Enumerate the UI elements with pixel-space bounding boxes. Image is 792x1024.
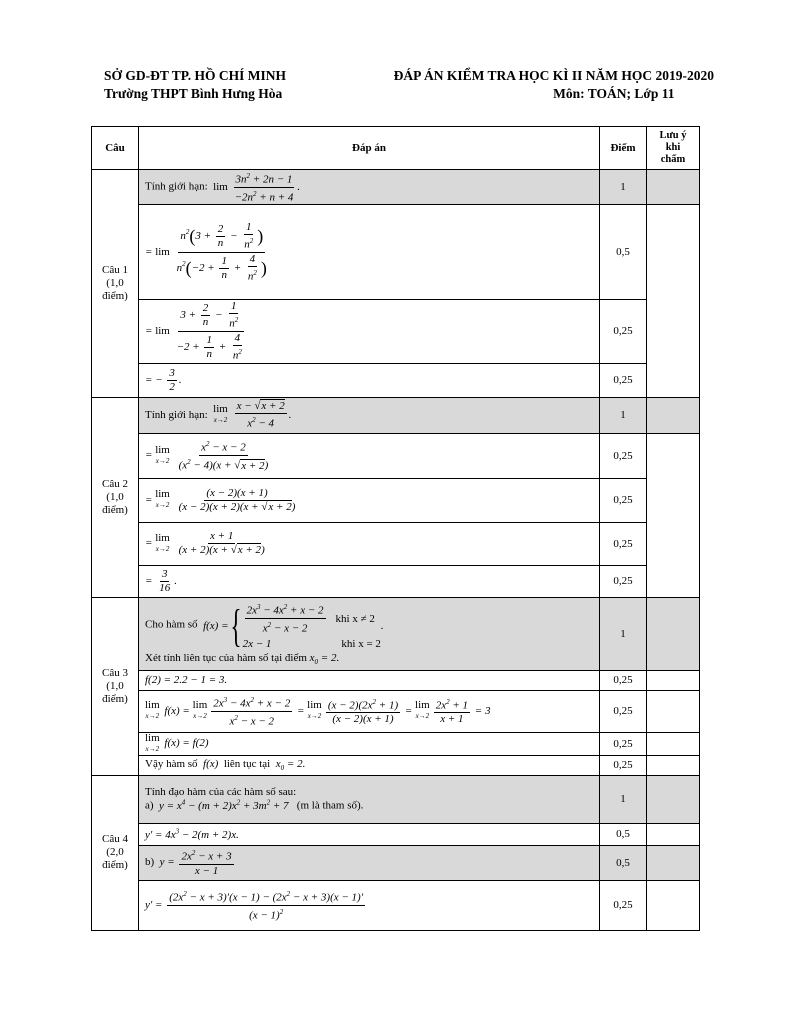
answer-cell: = lim x→2 $\frac{x + 1}{(x + 2)(x + √x + 2)}$ [139, 522, 600, 565]
score-cell: 1 [600, 775, 647, 823]
table-row [92, 597, 700, 670]
table-header-row [92, 127, 700, 170]
score-cell: 0,25 [600, 300, 647, 363]
note-cell [647, 670, 700, 690]
note-cell [647, 690, 700, 732]
col-header-luuy: Lưu ý khi chấm [647, 127, 700, 170]
answer-cell: Vậy hàm số f(x) liên tục tại $x_0 = 2$. [139, 755, 600, 775]
score-cell: 1 [600, 597, 647, 670]
answer-cell: = lim 3 + $\frac{2}{n}$ − $\frac{1}{n^2}$ −2 + $\frac{1}{n}$ + $\frac{4}{n^2}$ [139, 300, 600, 363]
answer-cell: lim x→2 f(x) = lim x→2 $\frac{2x^3 - 4x^2 + x - 2}{x^2 - x - 2}$ = lim x→2 $\frac{(x - 2)(2x^2 + 1)}{(x - 2)(x + 1)}$ = lim x→2 $\frac{2x^2 + 1}{x + 1}$ = 3 [139, 690, 600, 732]
table-row [92, 823, 700, 845]
note-cell [647, 397, 700, 433]
score-cell: 0,25 [600, 522, 647, 565]
question-label-cell: Câu 3 (1,0 điểm) [92, 597, 139, 775]
note-cell [647, 755, 700, 775]
question-label-cell: Câu 1 (1,0 điểm) [92, 170, 139, 398]
answer-cell: lim x→2 f(x) = f(2) [139, 732, 600, 755]
answer-cell: f(2) = 2.2 − 1 = 3. [139, 670, 600, 690]
table-row [92, 397, 700, 433]
table-row [92, 845, 700, 880]
answer-cell: = $\frac{3}{16}$ . [139, 565, 600, 597]
answer-cell: Tính đạo hàm của các hàm số sau: a) $y = x^4 - (m + 2)x^2 + 3m^2 + 7$ (m là tham số). [139, 775, 600, 823]
question-label-cell: Câu 2 (1,0 điểm) [92, 397, 139, 597]
score-cell: 0,25 [600, 565, 647, 597]
table-row [92, 300, 700, 363]
question-label-cell: Câu 4 (2,0 điểm) [92, 775, 139, 930]
col-header-diem: Điểm [600, 127, 647, 170]
score-cell: 1 [600, 397, 647, 433]
answer-cell: Tính giới hạn: lim x→2 $\frac{x - √x + 2}{x^2 - 4}$ . [139, 397, 600, 433]
score-cell: 0,5 [600, 205, 647, 300]
score-cell: 0,25 [600, 880, 647, 930]
table-row [92, 363, 700, 397]
table-row [92, 565, 700, 597]
department-name: SỞ GD-ĐT TP. HỒ CHÍ MINH [104, 68, 287, 83]
score-cell: 0,25 [600, 363, 647, 397]
note-cell [647, 823, 700, 845]
note-cell [647, 170, 700, 205]
school-name: Trường THPT Bình Hưng Hòa [104, 86, 283, 101]
table-row [92, 690, 700, 732]
score-cell: 0,25 [600, 755, 647, 775]
table-row [92, 170, 700, 205]
score-cell: 0,25 [600, 732, 647, 755]
col-header-dapan: Đáp án [139, 127, 600, 170]
note-cell [647, 732, 700, 755]
answer-cell: $y' = 4x^3 - 2(m + 2)x$. [139, 823, 600, 845]
note-cell [647, 205, 700, 397]
table-row [92, 880, 700, 930]
answer-cell: = lim x→2 $\frac{x^2 - x - 2}{(x^2 - 4)(x + √x + 2)}$ [139, 433, 600, 478]
answer-cell: = lim x→2 $\frac{(x - 2)(x + 1)}{(x - 2)(x + 2)(x + √x + 2)}$ [139, 478, 600, 522]
score-cell: 1 [600, 170, 647, 205]
school-header [104, 67, 286, 103]
col-header-cau: Câu [92, 127, 139, 170]
table-row [92, 755, 700, 775]
exam-title: ĐÁP ÁN KIỂM TRA HỌC KÌ II NĂM HỌC 2019-2020 [393, 68, 714, 83]
note-cell [647, 775, 700, 823]
answer-table [91, 126, 700, 931]
score-cell: 0,25 [600, 478, 647, 522]
table-row [92, 670, 700, 690]
table-row [92, 205, 700, 300]
table-row [92, 478, 700, 522]
note-cell [647, 433, 700, 597]
answer-cell: Tính giới hạn: lim $\frac{3n^2 + 2n - 1}{-2n^2 + n + 4}$ . [139, 170, 600, 205]
answer-cell: y′ = $\frac{(2x^2 - x + 3)'(x - 1) - (2x^2 - x + 3)(x - 1)'}{(x - 1)^2}$ [139, 880, 600, 930]
score-cell: 0,25 [600, 690, 647, 732]
table-row [92, 775, 700, 823]
score-cell: 0,5 [600, 823, 647, 845]
note-cell [647, 597, 700, 670]
score-cell: 0,25 [600, 670, 647, 690]
score-cell: 0,5 [600, 845, 647, 880]
exam-header [394, 67, 714, 103]
table-row [92, 433, 700, 478]
subject-line: Môn: TOÁN; Lớp 11 [553, 86, 675, 101]
answer-cell: b) y = $\frac{2x^2 - x + 3}{x - 1}$ [139, 845, 600, 880]
table-row [92, 732, 700, 755]
note-cell [647, 845, 700, 880]
answer-cell: Cho hàm số f(x) = { $2x^3 - 4x^2 + x - 2$ $x^2 - x - 2$ khi x ≠ 2 2x − 1 khi x = 2 . Xét tính liên tục của hàm số tại điểm $x_0 = 2$. [139, 597, 600, 670]
answer-cell: = lim $n^2(3$ + $\frac{2}{n}$ − $\frac{1}{n^2}$ ) $n^2(-2$ + $\frac{1}{n}$ + $\frac{4}{n^2}$ ) [139, 205, 600, 300]
answer-cell: = − $\frac{3}{2}$ . [139, 363, 600, 397]
score-cell: 0,25 [600, 433, 647, 478]
table-row [92, 522, 700, 565]
note-cell [647, 880, 700, 930]
